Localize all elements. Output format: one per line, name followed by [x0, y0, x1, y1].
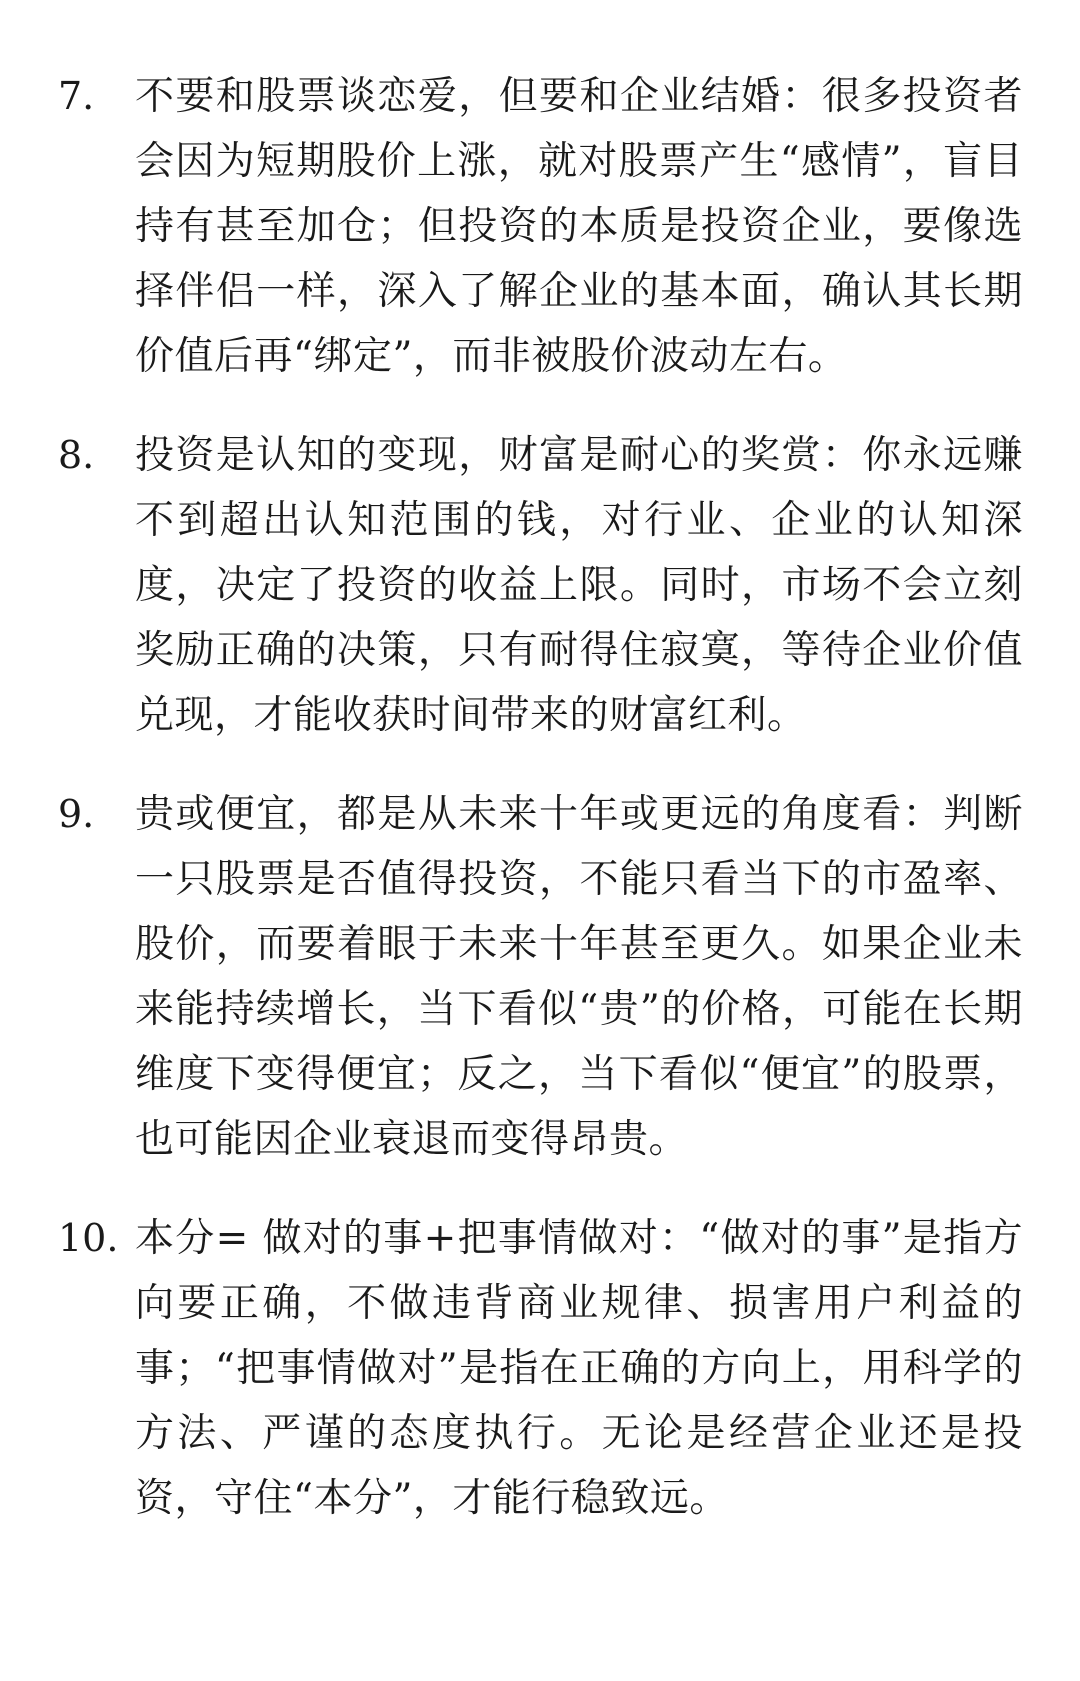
list-item-9 [0, 782, 1080, 1172]
item-text: 本分= 做对的事+把事情做对：“做对的事”是指方向要正确，不做违背商业规律、损害用户利益的事；“把事情做对”是指在正确的方向上，用科学的方法、严谨的态度执行。无论是经营企业还是投资，守住“本分”，才能行稳致远。 [135, 1216, 1023, 1521]
item-number: 9. [58, 792, 95, 836]
list-item-7 [0, 64, 1080, 389]
list-item-10 [0, 1206, 1080, 1531]
item-text: 贵或便宜，都是从未来十年或更远的角度看：判断一只股票是否值得投资，不能只看当下的市盈率、股价，而要着眼于未来十年甚至更久。如果企业未来能持续增长，当下看似“贵”的价格，可能在长期维度下变得便宜；反之，当下看似“便宜”的股票，也可能因企业衰退而变得昂贵。 [135, 792, 1023, 1162]
item-number: 8. [58, 433, 95, 477]
item-text: 不要和股票谈恋爱，但要和企业结婚：很多投资者会因为短期股价上涨，就对股票产生“感情”，盲目持有甚至加仓；但投资的本质是投资企业，要像选择伴侣一样，深入了解企业的基本面，确认其长期价值后再“绑定”，而非被股价波动左右。 [135, 74, 1023, 379]
item-text: 投资是认知的变现，财富是耐心的奖赏：你永远赚不到超出认知范围的钱，对行业、企业的认知深度，决定了投资的收益上限。同时，市场不会立刻奖励正确的决策，只有耐得住寂寞，等待企业价值兑现，才能收获时间带来的财富红利。 [135, 433, 1023, 738]
item-number: 10. [58, 1216, 119, 1260]
list-item-8 [0, 423, 1080, 748]
item-number: 7. [58, 74, 95, 118]
